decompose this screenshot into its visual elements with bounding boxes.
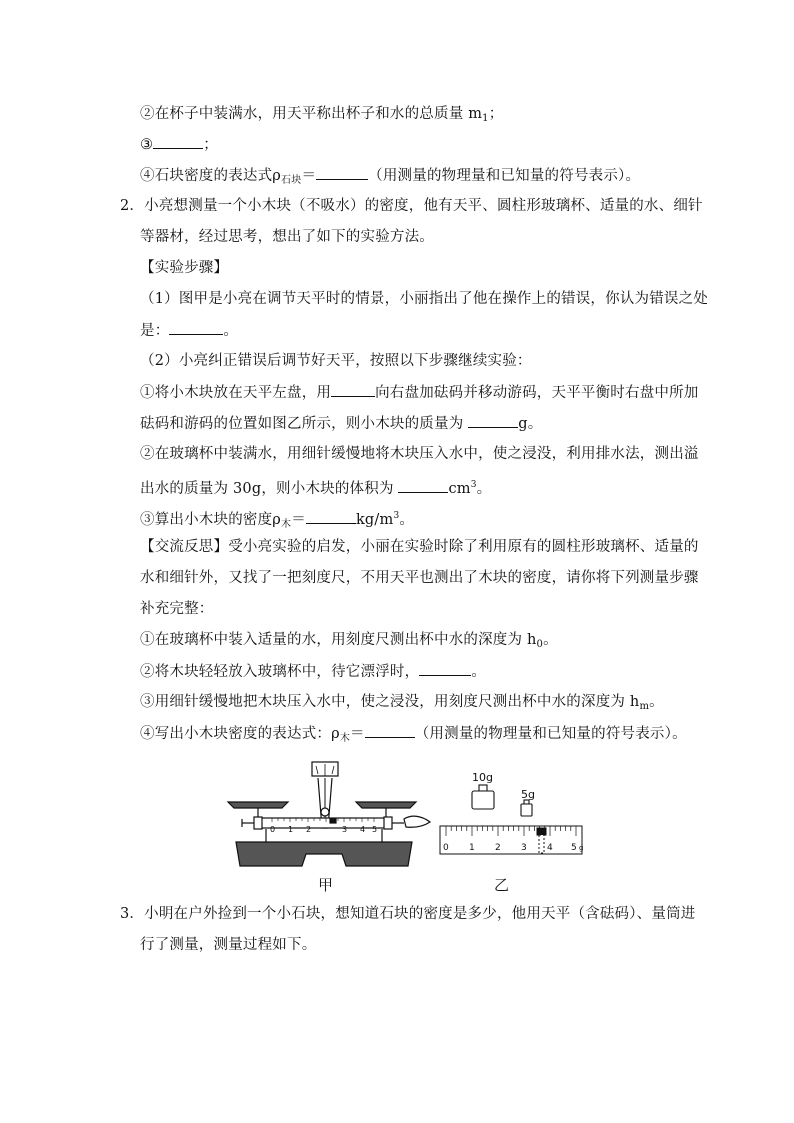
text: ②在杯子中装满水，用天平称出杯子和水的总质量 m — [140, 106, 483, 122]
text: 是： — [140, 323, 170, 339]
reflection-line-1 — [140, 537, 699, 557]
right-balance-nut[interactable] — [384, 817, 392, 829]
text: 向右盘加砝码并移动游码，天平平衡时右盘中所加 — [375, 385, 699, 401]
text: ； — [488, 106, 504, 122]
text: ①在玻璃杯中装入适量的水，用刻度尺测出杯中水的深度为 h — [140, 632, 537, 648]
text: 。 — [223, 323, 239, 339]
step-1-line-2 — [140, 320, 238, 341]
text: 。 — [476, 481, 492, 497]
answer-blank[interactable] — [153, 134, 203, 149]
answer-blank[interactable] — [468, 413, 518, 428]
text: 补充完整： — [140, 601, 214, 617]
answer-blank[interactable] — [169, 320, 223, 335]
svg-text:g: g — [579, 844, 584, 852]
svg-text:3: 3 — [342, 825, 348, 834]
text: （2）小亮纠正错误后调节好天平，按照以下步骤继续实验： — [140, 353, 532, 369]
reflection-line-2 — [140, 568, 699, 588]
right-pan — [356, 802, 416, 808]
weight-5g — [521, 804, 532, 816]
question-3-line-2 — [140, 935, 316, 955]
balance-base — [236, 842, 412, 866]
question-2-line-1 — [120, 196, 703, 216]
subscript: 木 — [339, 733, 351, 744]
weight-10g-label: 10g — [472, 771, 493, 784]
beam-rider — [330, 819, 336, 823]
hand-adjusting — [404, 816, 430, 827]
text: cm — [448, 481, 471, 497]
text: ③ — [140, 137, 154, 153]
text: 。 — [543, 632, 558, 648]
text: 。 — [399, 512, 415, 528]
svg-text:4: 4 — [547, 843, 553, 853]
svg-text:2: 2 — [306, 825, 312, 834]
svg-text:3: 3 — [521, 843, 527, 853]
text: 。 — [649, 694, 664, 710]
subscript: 石块 — [281, 175, 302, 186]
text: ②将木块轻轻放入玻璃杯中，待它漂浮时， — [140, 664, 420, 680]
weight-5g-label: 5g — [521, 788, 535, 801]
superscript: 3 — [393, 511, 400, 521]
svg-text:1: 1 — [469, 843, 475, 853]
svg-text:1: 1 — [288, 825, 294, 834]
text: 【实验步骤】 — [140, 260, 229, 276]
figure-label-jia: 甲 — [318, 876, 334, 894]
weight-10g — [472, 791, 494, 809]
text: ④写出小木块密度的表达式：ρ — [140, 726, 340, 742]
reflection-step-4 — [140, 723, 687, 749]
subscript: 1 — [482, 113, 489, 124]
left-balance-nut[interactable] — [254, 817, 262, 829]
superscript: 3 — [470, 480, 477, 490]
substep-1-line-1 — [140, 382, 699, 403]
answer-blank[interactable] — [316, 165, 368, 180]
substep-2-line-2 — [140, 475, 491, 499]
svg-text:5: 5 — [571, 843, 577, 853]
text: 。 — [471, 664, 487, 680]
text: 小明在户外捡到一个小石块，想知道石块的密度是多少，他用天平（含砝码）、量筒进 — [144, 906, 696, 922]
text: 出水的质量为 30g，则小木块的体积为 — [140, 481, 394, 497]
answer-blank[interactable] — [419, 661, 471, 676]
svg-text:0: 0 — [443, 843, 449, 853]
rider-position — [537, 828, 546, 835]
text: ②在玻璃杯中装满水，用细针缓慢地将木块压入水中，使之浸没，利用排水法，测出溢 — [140, 446, 699, 462]
text: （用测量的物理量和已知量的符号表示）。 — [368, 168, 641, 184]
svg-text:0: 0 — [270, 825, 276, 834]
step-1-line-1 — [140, 289, 708, 309]
subscript: 木 — [281, 519, 292, 530]
step-4-line — [140, 165, 640, 191]
answer-blank[interactable] — [365, 723, 415, 738]
left-pan — [228, 802, 288, 808]
text: 水和细针外，又找了一把刻度尺，不用天平也测出了木块的密度，请你将下列测量步骤 — [140, 570, 699, 586]
answer-blank[interactable] — [398, 478, 448, 493]
svg-text:5: 5 — [372, 825, 378, 834]
text: kg/m — [355, 512, 394, 528]
weight-10g-knob — [479, 785, 487, 791]
steps-title — [140, 258, 228, 278]
reflection-step-1 — [140, 630, 558, 655]
question-number: 2． — [120, 198, 145, 214]
text: 行了测量，测量过程如下。 — [140, 937, 317, 953]
reflection-line-3 — [140, 599, 214, 619]
rider-scale — [440, 826, 582, 854]
substep-3-line — [140, 506, 414, 535]
text: 砝码和游码的位置如图乙所示，则小木块的质量为 — [140, 416, 464, 432]
answer-blank[interactable] — [331, 382, 375, 397]
text: （用测量的物理量和已知量的符号表示）。 — [414, 726, 687, 742]
text: （1）图甲是小亮在调节天平时的情景，小丽指出了他在操作上的错误，你认为错误之处 — [140, 291, 709, 307]
svg-text:4: 4 — [360, 825, 366, 834]
text: ③算出小木块的密度ρ — [140, 512, 282, 528]
step-2-line — [140, 104, 503, 129]
figure-balance-and-scale — [226, 756, 596, 881]
step-2-intro — [140, 351, 532, 371]
balance-diagram — [228, 762, 430, 866]
text: 等器材，经过思考，想出了如下的实验方法。 — [140, 229, 434, 245]
text: g。 — [518, 416, 543, 432]
text: ①将小木块放在天平左盘，用 — [140, 385, 332, 401]
step-3-line — [140, 134, 218, 155]
svg-text:2: 2 — [495, 843, 501, 853]
text: ； — [203, 137, 218, 153]
substep-1-line-2 — [140, 413, 542, 434]
text: 【交流反思】受小亮实验的启发，小丽在实验时除了利用原有的圆柱形玻璃杯、适量的 — [140, 539, 699, 555]
question-2-line-2 — [140, 227, 434, 247]
question-3-line-1 — [120, 904, 696, 924]
answer-blank[interactable] — [306, 509, 356, 524]
text: ④石块密度的表达式ρ — [140, 168, 282, 184]
text: ＝ — [291, 512, 306, 528]
substep-2-line-1 — [140, 444, 699, 464]
rider-body — [539, 835, 544, 853]
subscript: 0 — [536, 639, 544, 650]
reflection-step-2 — [140, 661, 486, 682]
question-number: 3． — [120, 906, 145, 922]
text: ＝ — [350, 726, 365, 742]
text: ③用细针缓慢地把木块压入水中，使之浸没，用刻度尺测出杯中水的深度为 h — [140, 694, 640, 710]
text: ＝ — [301, 168, 317, 184]
subscript: m — [639, 701, 650, 712]
reflection-step-3 — [140, 692, 664, 717]
text: 小亮想测量一个小木块（不吸水）的密度，他有天平、圆柱形玻璃杯、适量的水、细针 — [144, 198, 703, 214]
beam — [256, 818, 390, 828]
pivot — [321, 808, 329, 816]
figure-label-yi: 乙 — [494, 876, 510, 894]
